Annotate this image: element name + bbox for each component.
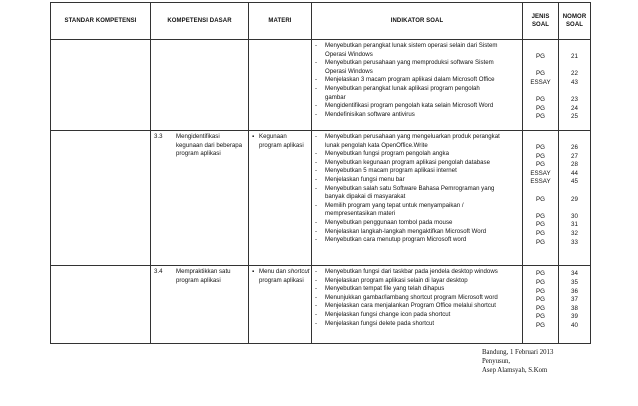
nomor-soal-value: 21 [571, 52, 578, 60]
sk-cell [51, 131, 151, 266]
jenis-soal-value: PG [536, 161, 545, 169]
header-materi: MATERI [249, 3, 312, 40]
jenis-soal-value: PG [536, 113, 545, 121]
indicator-text: Menyebutkan salah satu Software Bahasa Pemrograman yang [325, 184, 495, 192]
indicator-text: Mengidentifikasi program pengolah kata selain Microsoft Word [325, 102, 494, 110]
nomor-soal-value: 22 [571, 70, 578, 78]
indicator-text: Menjelaskan fungsi menu bar [325, 176, 405, 183]
indicator-text: Menyebutkan tempat file yang telah dihapus [325, 285, 445, 293]
kd-text: kegunaan dari beberapa [176, 141, 243, 149]
nomor-cell [559, 266, 591, 344]
nomor-soal-value: 34 [571, 270, 578, 278]
bullet-dash: - [315, 219, 318, 226]
indicator-text: Menjelaskan langkah-langkah mengaktifkan Microsoft Word [325, 227, 487, 235]
group-row [51, 40, 591, 131]
indicator-text: Menyebutkan fungsi program pengolah angka [325, 150, 449, 158]
indicator-text: Menjelaskan program aplikasi selain di layar desktop [325, 276, 468, 284]
bullet-dash: - [315, 76, 318, 84]
bullet-dash: - [315, 133, 318, 140]
nomor-cell [559, 40, 591, 131]
bullet-dash: - [315, 319, 318, 327]
indicator-text: Menjelaskan fungsi delete pada shortcut [325, 319, 435, 327]
bullet-dash: - [315, 236, 318, 244]
bullet-square: ▪ [252, 268, 255, 275]
materi-cell [249, 131, 312, 266]
jenis-soal-value: ESSAY [530, 78, 551, 86]
nomor-soal-value: 25 [571, 113, 578, 121]
jenis-cell [523, 40, 559, 131]
kd-cell [151, 40, 249, 131]
bullet-dash: - [315, 150, 318, 158]
jenis-soal-value: PG [536, 104, 545, 112]
nomor-soal-value: 36 [571, 287, 578, 295]
materi-italic-term: shortcut [287, 268, 310, 275]
kisi-kisi-table [50, 2, 591, 344]
indikator-cell [312, 266, 523, 344]
nomor-soal-value: 27 [571, 152, 578, 160]
indicator-text: Menyebutkan cara menutup program Microsoft word [325, 236, 467, 244]
nomor-cell [559, 131, 591, 266]
indicator-text: mempresentasikan materi [325, 210, 396, 218]
header-jenis-soal: JENIS SOAL [523, 3, 559, 40]
bullet-dash: - [315, 42, 318, 49]
bullet-dash: - [315, 167, 318, 175]
indicator-text: Menjelaskan fungsi change icon pada shortcut [325, 311, 451, 318]
signature-role: Penyusun, [482, 358, 511, 365]
indicator-text: Menunjukkan gambar/lambang shortcut program Microsoft word [325, 293, 498, 301]
indikator-cell [312, 131, 523, 266]
indicator-text: Menyebutkan fungsi dari taskbar pada jendela desktop windows [325, 268, 498, 275]
jenis-soal-value: PG [536, 313, 545, 321]
materi-text [259, 277, 304, 286]
header-indikator-soal: INDIKATOR SOAL [312, 3, 523, 40]
jenis-soal-value: PG [536, 304, 545, 312]
header-nomor-soal: NOMOR SOAL [559, 3, 591, 40]
signature-name: Asep Alamsyah, S.Kom [482, 367, 548, 374]
indicator-text: banyak dipakai di masyarakat [325, 193, 406, 201]
nomor-soal-value: 24 [571, 104, 578, 112]
jenis-soal-value: PG [536, 321, 545, 329]
indicator-text: Menjelaskan cara menjalankan Program Office melalui shortcut [325, 302, 496, 310]
indicator-text: Menyebutkan perusahaan yang mengeluarkan produk perangkat [325, 133, 500, 140]
jenis-soal-value: PG [536, 195, 545, 203]
bullet-dash: - [315, 110, 318, 118]
bullet-dash: - [315, 201, 318, 209]
indicator-text: lunak pengolah kata OpenOffice.Write [325, 141, 428, 149]
jenis-soal-value: PG [536, 287, 545, 295]
materi-text-part: program aplikasi [259, 276, 304, 284]
indicator-text: gambar [325, 93, 346, 101]
kd-text: Mengidentifikasi [176, 133, 220, 140]
bullet-square: ▪ [252, 133, 255, 140]
jenis-soal-value: PG [536, 270, 545, 278]
jenis-soal-value: PG [536, 143, 545, 151]
kd-number: 3.4 [154, 268, 163, 275]
bullet-dash: - [315, 311, 318, 318]
bullet-dash: - [315, 176, 318, 183]
jenis-soal-value: PG [536, 221, 545, 229]
nomor-soal-value: 30 [571, 212, 578, 220]
jenis-cell [523, 266, 559, 344]
jenis-soal-value: PG [536, 152, 545, 160]
indicator-text: Operasi Windows [325, 67, 373, 75]
nomor-soal-value: 39 [571, 313, 578, 321]
nomor-soal-value: 33 [571, 238, 578, 246]
nomor-soal-value: 44 [571, 169, 578, 177]
bullet-dash: - [315, 276, 318, 284]
indicator-text: Menyebutkan perangkat lunak aplikasi program pengolah [325, 85, 480, 92]
kd-text: program aplikasi [176, 276, 221, 284]
nomor-soal-value: 35 [571, 278, 578, 286]
group-row [51, 266, 591, 344]
signature-place-date: Bandung, 1 Februari 2013 [482, 349, 554, 356]
nomor-soal-value: 26 [571, 143, 578, 151]
materi-text [259, 142, 304, 151]
kd-number: 3.3 [154, 133, 163, 140]
indicator-text: Memilih program yang tepat untuk menyampaikan / [325, 201, 464, 209]
jenis-soal-value: PG [536, 95, 545, 103]
materi-text-part: Menu dan [259, 268, 288, 275]
jenis-soal-value: PG [536, 229, 545, 237]
materi-text [259, 268, 309, 277]
materi-text-part: program aplikasi [259, 141, 304, 149]
bullet-dash: - [315, 268, 318, 275]
sk-cell [51, 40, 151, 131]
header-kompetensi-dasar: KOMPETENSI DASAR [151, 3, 249, 40]
kd-cell [151, 266, 249, 344]
nomor-soal-value: 23 [571, 95, 578, 103]
nomor-soal-value: 45 [571, 178, 578, 186]
nomor-soal-value: 29 [571, 195, 578, 203]
materi-text-part: Kegunaan [259, 133, 287, 140]
indicator-text: Menyebutkan kegunaan program aplikasi pengolah database [325, 158, 490, 166]
indicator-text: Operasi Windows [325, 50, 373, 58]
materi-cell [249, 40, 312, 131]
header-row [51, 3, 591, 40]
nomor-soal-value: 32 [571, 229, 578, 237]
bullet-dash: - [315, 85, 318, 92]
nomor-soal-value: 38 [571, 304, 578, 312]
jenis-soal-value: PG [536, 212, 545, 220]
jenis-soal-value: PG [536, 278, 545, 286]
bullet-dash: - [315, 293, 318, 301]
indicator-text: Mendefinisikan software antivirus [325, 110, 415, 118]
indicator-text: Menjelaskan 3 macam program aplikasi dalam Microsoft Office [325, 76, 495, 84]
bullet-dash: - [315, 302, 318, 310]
header-standar-kompetensi: STANDAR KOMPETENSI [51, 3, 151, 40]
indicator-text: Menyebutkan perangkat lunak sistem operasi selain dari Sistem [325, 42, 498, 49]
group-row [51, 131, 591, 266]
jenis-soal-value: ESSAY [530, 178, 551, 186]
nomor-soal-value: 31 [571, 221, 578, 229]
jenis-soal-value: PG [536, 296, 545, 304]
bullet-dash: - [315, 59, 318, 67]
indikator-cell [312, 40, 523, 131]
kd-cell [151, 131, 249, 266]
jenis-cell [523, 131, 559, 266]
indicator-text: Menyebutkan perusahaan yang memproduksi software Sistem [325, 59, 494, 67]
jenis-soal-value: PG [536, 70, 545, 78]
bullet-dash: - [315, 184, 318, 192]
bullet-dash: - [315, 158, 318, 166]
materi-cell [249, 266, 312, 344]
indicator-text: Menyebutkan penggunaan tombol pada mouse [325, 219, 453, 226]
nomor-soal-value: 40 [571, 321, 578, 329]
nomor-soal-value: 28 [571, 161, 578, 169]
sk-cell [51, 266, 151, 344]
kd-text: program aplikasi [176, 150, 221, 158]
kd-text: Mempraktikkan satu [176, 268, 231, 275]
materi-text [259, 133, 287, 142]
bullet-dash: - [315, 285, 318, 293]
bullet-dash: - [315, 227, 318, 235]
nomor-soal-value: 37 [571, 296, 578, 304]
jenis-soal-value: ESSAY [530, 169, 551, 177]
jenis-soal-value: PG [536, 238, 545, 246]
bullet-dash: - [315, 102, 318, 110]
jenis-soal-value: PG [536, 52, 545, 60]
indicator-text: Menyebutkan 5 macam program aplikasi internet [325, 167, 457, 175]
nomor-soal-value: 43 [571, 78, 578, 86]
